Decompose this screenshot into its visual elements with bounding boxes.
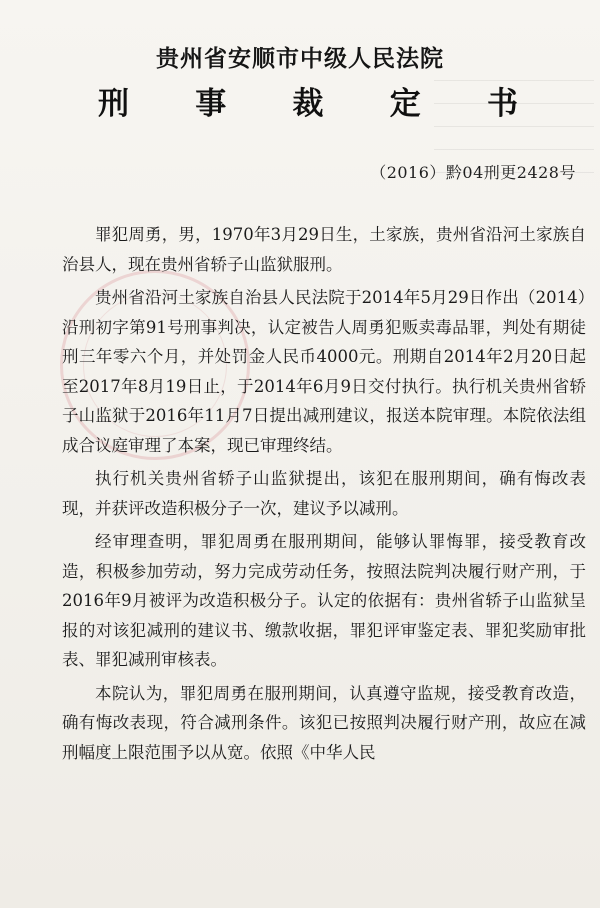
paragraph-defendant-info: 罪犯周勇，男，1970年3月29日生，土家族，贵州省沿河土家族自治县人，现在贵州省轿子山监狱服刑。 [62, 225, 586, 274]
paragraph-original-judgment: 贵州省沿河土家族自治县人民法院于2014年5月29日作出（2014）沿刑初字第91号刑事判决，认定被告人周勇犯贩卖毒品罪，判处有期徒刑三年零六个月，并处罚金人民币4000元。刑期自2014年2月20日起至2017年8月19日止，于2014年6月9日交付执行。执行机关贵州省轿子山监狱于2016年11月7日提出减刑建议，报送本院审理。本院依法组成合议庭审理了本案，现已审理终结。 [62, 288, 586, 455]
ruling-body [62, 220, 586, 771]
court-name: 贵州省安顺市中级人民法院 [156, 45, 444, 72]
document-type-title [98, 78, 518, 123]
paragraph-prison-proposal: 执行机关贵州省轿子山监狱提出，该犯在服刑期间，确有悔改表现，并获评改造积极分子一次，建议予以减刑。 [62, 469, 586, 518]
paragraph-findings: 经审理查明，罪犯周勇在服刑期间，能够认罪悔罪，接受教育改造，积极参加劳动，努力完成劳动任务，按照法院判决履行财产刑，于2016年9月被评为改造积极分子。认定的依据有：贵州省轿子山监狱呈报的对该犯减刑的建议书、缴款收据，罪犯评审鉴定表、罪犯奖励审批表、罪犯减刑审核表。 [62, 532, 586, 669]
doc-type-char: 刑 [98, 86, 129, 122]
doc-type-char: 书 [487, 86, 518, 122]
case-number: （2016）黔04刑更2428号 [370, 163, 576, 182]
doc-type-char: 事 [195, 86, 227, 122]
paragraph-court-opinion: 本院认为，罪犯周勇在服刑期间，认真遵守监规，接受教育改造，确有悔改表现，符合减刑条件。该犯已按照判决履行财产刑，故应在减刑幅度上限范围予以从宽。依照《中华人民 [62, 683, 586, 762]
doc-type-char: 裁 [292, 86, 324, 122]
doc-type-char: 定 [389, 86, 421, 122]
